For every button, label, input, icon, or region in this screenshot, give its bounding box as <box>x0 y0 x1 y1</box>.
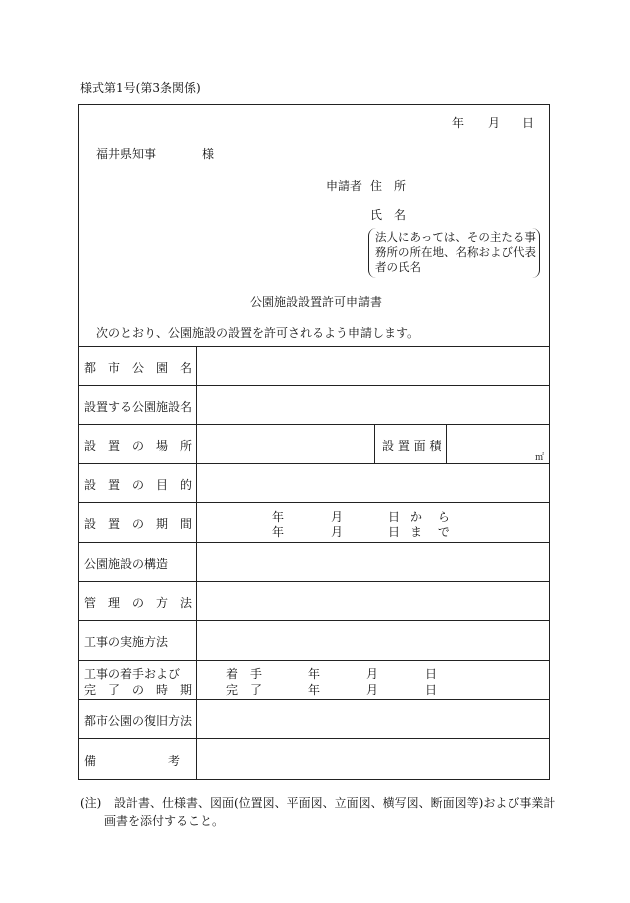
form-number: 様式第1号(第3条関係) <box>80 81 201 95</box>
row-label-management: 管 理 の 方 法 <box>84 596 193 610</box>
start-year: 年 <box>308 667 321 681</box>
row-label-area: 設 置 面 積 <box>382 439 442 453</box>
footnote-line-1: 設計書、仕様書、図面(位置図、平面図、立面図、横写図、断面図等)および事業計 <box>114 796 556 810</box>
row-divider <box>78 463 550 464</box>
applicant-label: 申請者 <box>326 179 363 193</box>
row-divider <box>78 385 550 386</box>
applicant-address-label: 住 所 <box>370 179 407 193</box>
footnote-marker: (注) <box>80 796 102 810</box>
row-label-park-name: 都 市 公 園 名 <box>84 361 193 375</box>
period-from-day: 日 <box>388 510 401 524</box>
start-day: 日 <box>425 667 438 681</box>
document-statement: 次のとおり、公園施設の設置を許可されるよう申請します。 <box>96 326 420 340</box>
area-unit: ㎡ <box>535 453 545 463</box>
row-divider <box>78 738 550 739</box>
finish-day: 日 <box>425 683 438 697</box>
addressee-honorific: 様 <box>202 147 215 161</box>
finish-year: 年 <box>308 683 321 697</box>
corporate-note: 法人にあっては、その主たる事務所の所在地、名称および代表者の氏名 <box>375 230 536 274</box>
row-label-restoration: 都市公園の復旧方法 <box>84 714 193 728</box>
addressee-governor: 福井県知事 <box>96 147 157 161</box>
row-label-period: 設 置 の 期 間 <box>84 517 193 531</box>
footnote-line-2: 画書を添付すること。 <box>104 814 225 828</box>
row-label-facility-name: 設置する公園施設名 <box>84 400 193 414</box>
period-from-suffix: か ら <box>410 510 456 524</box>
period-to-year: 年 <box>272 525 285 539</box>
period-to-suffix: ま で <box>410 525 456 539</box>
row-divider <box>78 699 550 700</box>
row-label-construction-method: 工事の実施方法 <box>84 635 169 649</box>
row-label-schedule-1: 工事の着手および <box>84 667 181 681</box>
row-label-purpose: 設 置 の 目 的 <box>84 478 193 492</box>
row-divider <box>78 502 550 503</box>
row-label-structure: 公園施設の構造 <box>84 557 169 571</box>
label-column-divider <box>196 346 197 780</box>
document-title: 公園施設設置許可申請書 <box>250 295 383 309</box>
table-top-line <box>78 346 550 347</box>
start-label: 着 手 <box>226 667 263 681</box>
row-label-schedule-2: 完 了 の 時 期 <box>84 683 193 697</box>
row-divider <box>78 581 550 582</box>
row-label-remarks: 備 考 <box>84 754 181 768</box>
start-month: 月 <box>366 667 379 681</box>
date-month: 月 <box>488 116 501 130</box>
applicant-name-label: 氏 名 <box>370 208 407 222</box>
area-column-divider <box>374 424 375 463</box>
period-to-day: 日 <box>388 525 401 539</box>
row-label-location: 設 置 の 場 所 <box>84 439 193 453</box>
row-divider <box>78 660 550 661</box>
row-divider <box>78 542 550 543</box>
row-divider <box>78 620 550 621</box>
date-day: 日 <box>522 116 535 130</box>
date-year: 年 <box>452 116 465 130</box>
area-value-divider <box>446 424 447 463</box>
finish-label: 完 了 <box>226 683 263 697</box>
period-from-month: 月 <box>331 510 344 524</box>
period-from-year: 年 <box>272 510 285 524</box>
period-to-month: 月 <box>331 525 344 539</box>
finish-month: 月 <box>366 683 379 697</box>
row-divider <box>78 424 550 425</box>
